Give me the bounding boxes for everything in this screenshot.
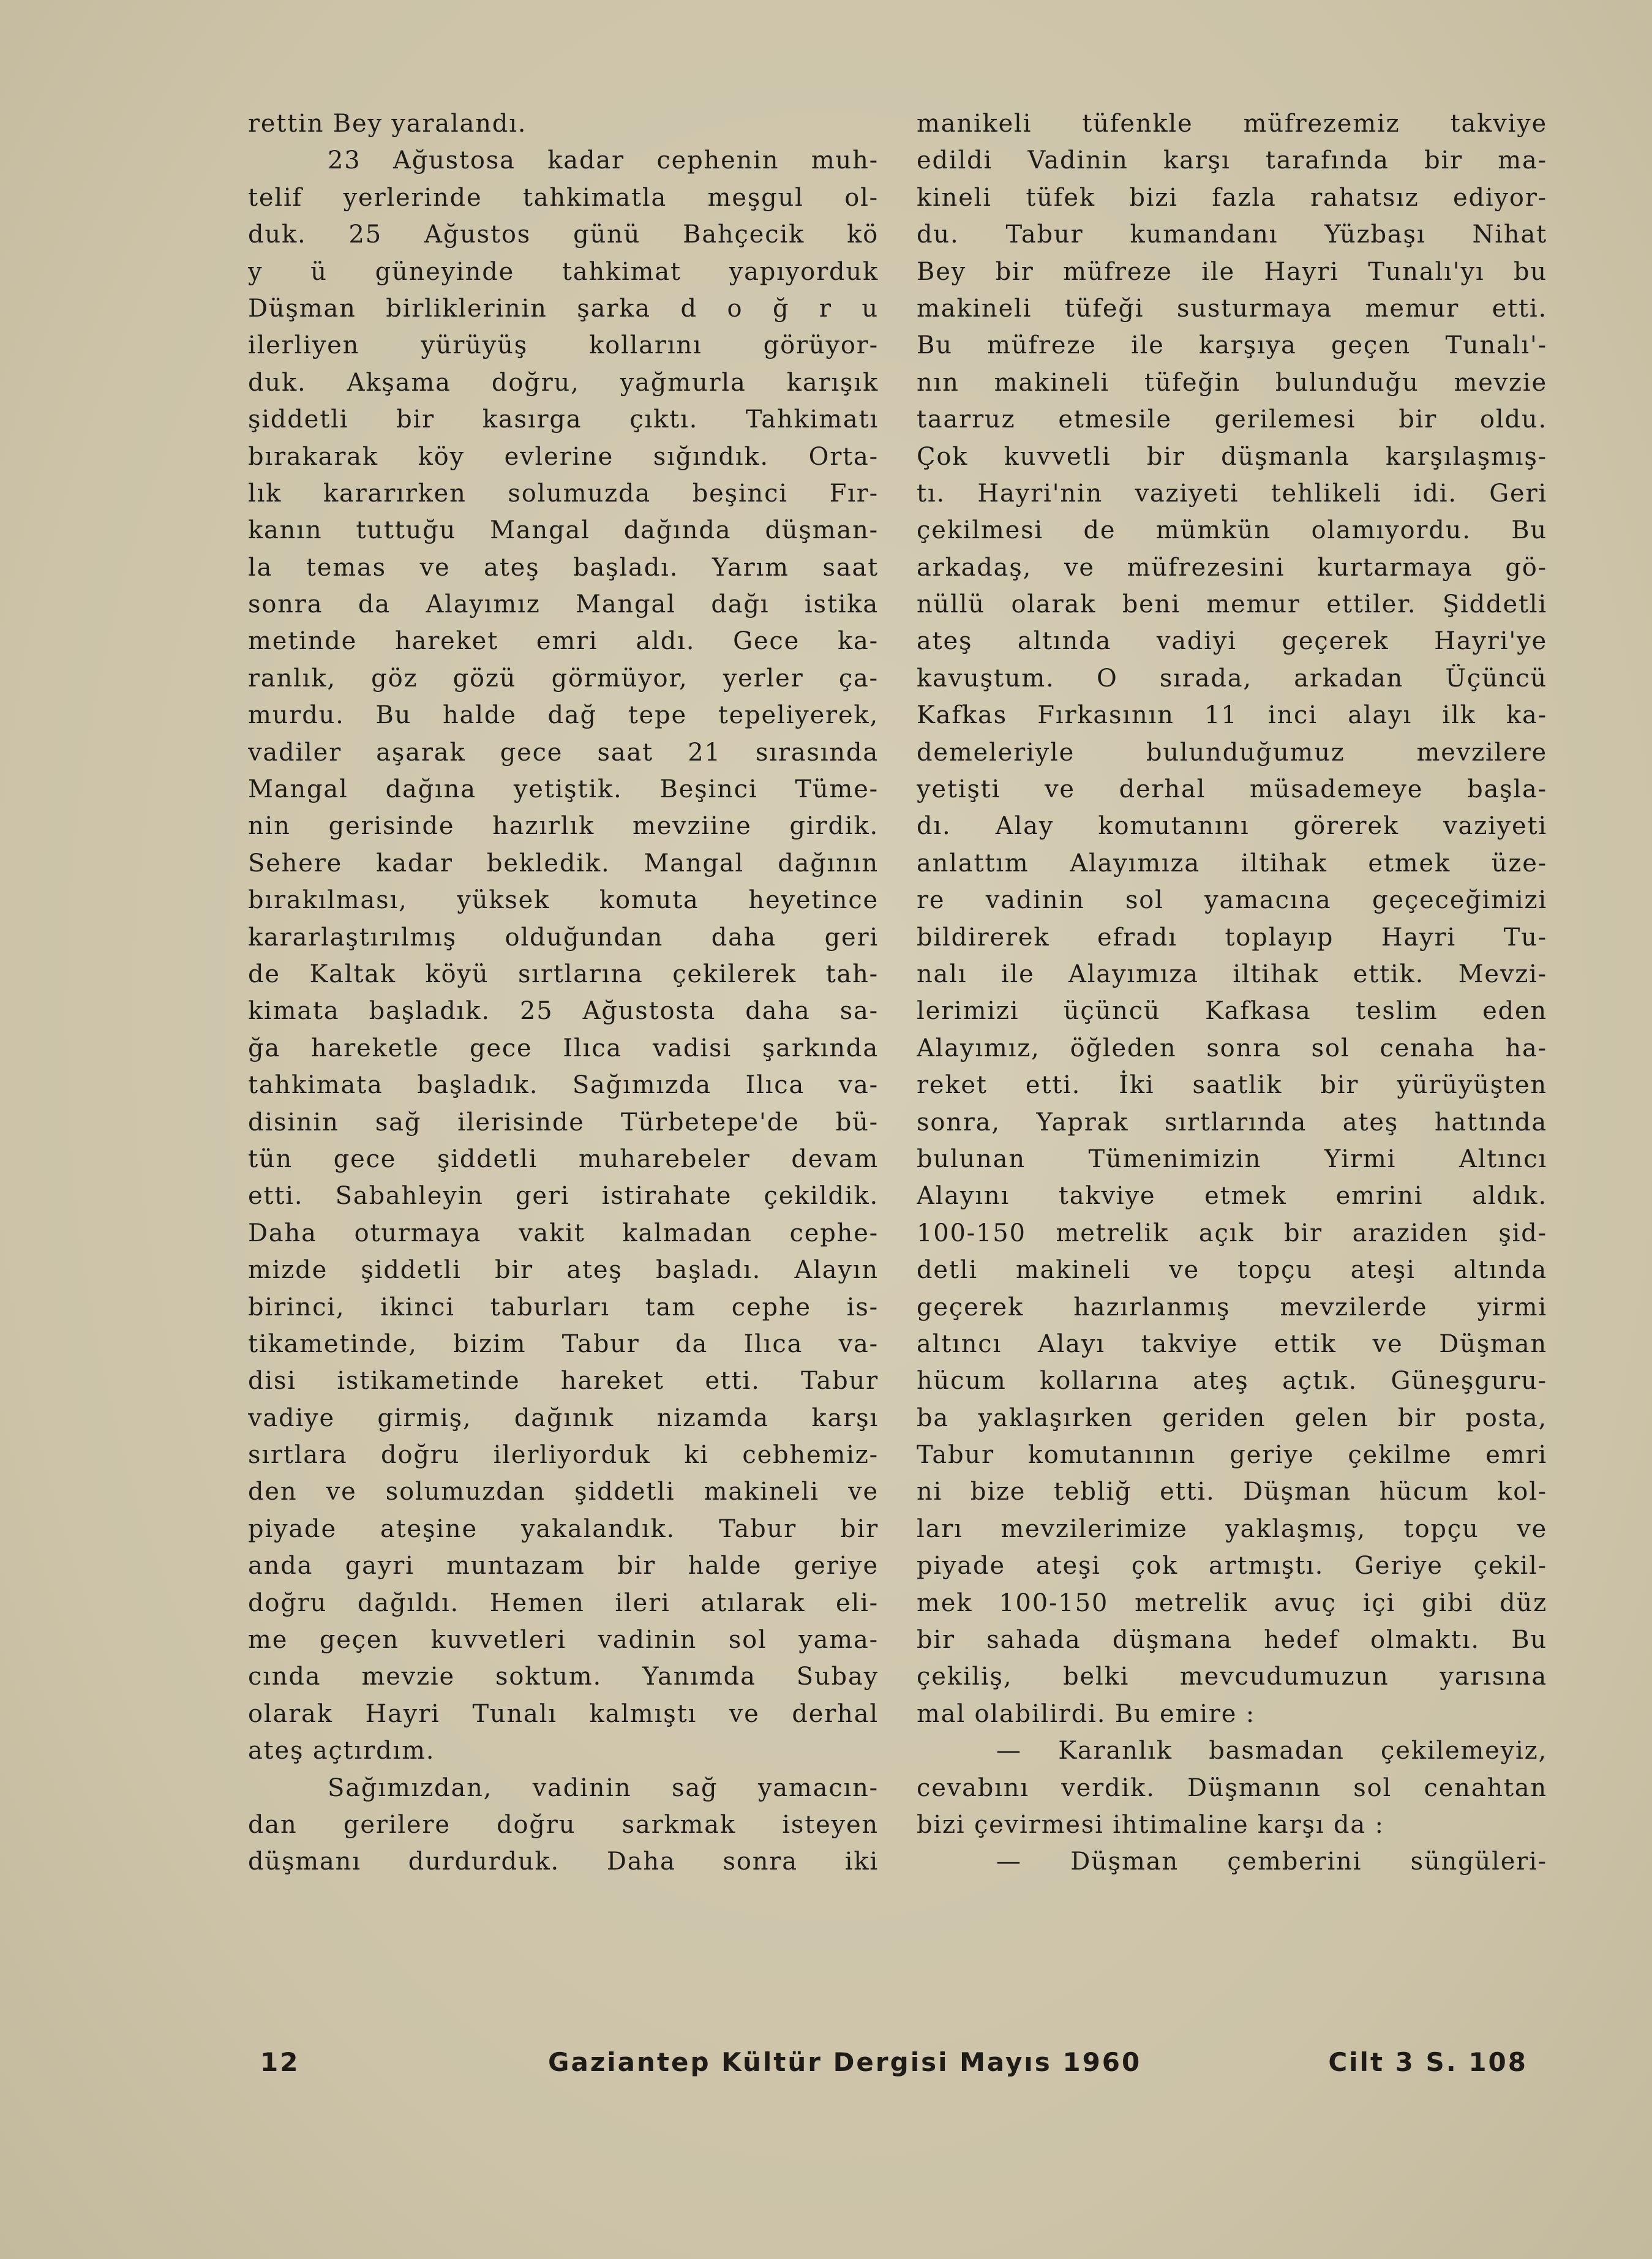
page-number: 12 — [260, 2047, 300, 2077]
text-line: mal olabilirdi. Bu emire : — [917, 1699, 1255, 1728]
text-line: dı. Alay komutanını görerek vaziyeti — [917, 812, 1547, 841]
text-line: tün gece şiddetli muharebeler devam — [248, 1145, 879, 1173]
text-line: çekilmesi de mümkün olamıyordu. Bu — [917, 516, 1547, 545]
text-line: Alayımız, öğleden sonra sol cenaha ha- — [917, 1034, 1547, 1062]
text-line: demeleriyle bulunduğumuz mevzilere — [917, 738, 1547, 767]
volume-issue-number: Cilt 3 S. 108 — [1328, 2047, 1528, 2077]
text-line: manikeli tüfenkle müfrezemiz takviye — [917, 110, 1547, 138]
text-line: kimata başladık. 25 Ağustosta daha sa- — [248, 997, 879, 1026]
text-line: nalı ile Alayımıza iltihak ettik. Mevzi- — [917, 960, 1547, 988]
text-line: tı. Hayri'nin vaziyeti tehlikeli idi. Geri — [917, 479, 1547, 508]
text-line: disinin sağ ilerisinde Türbetepe'de bü- — [248, 1108, 879, 1137]
page-footer — [248, 2044, 1528, 2081]
text-line: Bey bir müfreze ile Hayri Tunalı'yı bu — [917, 257, 1547, 286]
text-line: reket etti. İki saatlik bir yürüyüşten — [917, 1071, 1547, 1100]
text-line: düşmanı durdurduk. Daha sonra iki — [248, 1847, 879, 1876]
text-line: ateş açtırdım. — [248, 1737, 435, 1765]
text-line: ilerliyen yürüyüş kollarını görüyor- — [248, 331, 879, 360]
text-line: doğru dağıldı. Hemen ileri atılarak eli- — [248, 1588, 879, 1617]
text-line: nüllü olarak beni memur ettiler. Şiddetli — [917, 590, 1547, 619]
text-line: ba yaklaşırken geriden gelen bir posta, — [917, 1404, 1547, 1432]
text-line: rettin Bey yaralandı. — [248, 110, 527, 138]
text-line: Sehere kadar bekledik. Mangal dağının — [248, 849, 879, 878]
text-line: taarruz etmesile gerilemesi bir oldu. — [917, 405, 1547, 434]
text-line: telif yerlerinde tahkimatla meşgul ol- — [248, 183, 879, 212]
text-line: 100-150 metrelik açık bir araziden şid- — [917, 1219, 1547, 1247]
text-line: du. Tabur kumandanı Yüzbaşı Nihat — [917, 220, 1547, 249]
text-line: Tabur komutanının geriye çekilme emri — [917, 1441, 1547, 1470]
text-line: altıncı Alayı takviye ettik ve Düşman — [917, 1329, 1547, 1358]
text-line: kavuştum. O sırada, arkadan Üçüncü — [917, 664, 1547, 693]
text-line: mizde şiddetli bir ateş başladı. Alayın — [248, 1256, 879, 1285]
text-line: etti. Sabahleyin geri istirahate çekildik. — [248, 1182, 879, 1211]
text-line: piyade ateşi çok artmıştı. Geriye çekil- — [917, 1552, 1547, 1581]
text-line: Alayını takviye etmek emrini aldık. — [917, 1182, 1547, 1211]
text-line: y ü güneyinde tahkimat yapıyorduk — [248, 257, 879, 286]
text-line: edildi Vadinin karşı tarafında bir ma- — [917, 146, 1547, 175]
text-line: piyade ateşine yakalandık. Tabur bir — [248, 1514, 879, 1543]
text-line: Kafkas Fırkasının 11 inci alayı ilk ka- — [917, 701, 1547, 730]
text-line: — Karanlık basmadan çekilemeyiz, — [996, 1737, 1547, 1765]
text-line: bildirerek efradı toplayıp Hayri Tu- — [917, 923, 1547, 952]
text-line: duk. 25 Ağustos günü Bahçecik kö — [248, 220, 879, 249]
text-line: mek 100-150 metrelik avuç içi gibi düz — [917, 1588, 1547, 1617]
text-line: nin gerisinde hazırlık mevziine girdik. — [248, 812, 879, 841]
text-line: ateş altında vadiyi geçerek Hayri'ye — [917, 627, 1547, 656]
text-line: cında mevzie soktum. Yanımda Subay — [248, 1663, 879, 1691]
text-line: vadiye girmiş, dağınık nizamda karşı — [248, 1404, 879, 1432]
text-line: yetişti ve derhal müsademeye başla- — [917, 775, 1547, 804]
text-line: tahkimata başladık. Sağımızda Ilıca va- — [248, 1071, 879, 1100]
text-line: ranlık, göz gözü görmüyor, yerler ça- — [248, 664, 879, 693]
text-line: anda gayri muntazam bir halde geriye — [248, 1552, 879, 1581]
text-line: şiddetli bir kasırga çıktı. Tahkimatı — [248, 405, 879, 434]
text-line: kanın tuttuğu Mangal dağında düşman- — [248, 516, 879, 545]
text-line: tikametinde, bizim Tabur da Ilıca va- — [248, 1329, 879, 1358]
text-line: ları mevzilerimize yaklaşmış, topçu ve — [917, 1514, 1547, 1543]
text-line: lerimizi üçüncü Kafkasa teslim eden — [917, 997, 1547, 1026]
text-line: metinde hareket emri aldı. Gece ka- — [248, 627, 879, 656]
text-line: murdu. Bu halde dağ tepe tepeliyerek, — [248, 701, 879, 730]
text-line: birinci, ikinci taburları tam cephe is- — [248, 1293, 879, 1321]
left-text-column — [248, 105, 879, 1881]
text-line: bırakarak köy evlerine sığındık. Orta- — [248, 442, 879, 471]
text-line: bizi çevirmesi ihtimaline karşı da : — [917, 1810, 1384, 1839]
text-line: nın makineli tüfeğin bulunduğu mevzie — [917, 368, 1547, 397]
text-line: sonra da Alayımız Mangal dağı istika — [248, 590, 879, 619]
text-line: hücum kollarına ateş açtık. Güneşguru- — [917, 1367, 1547, 1396]
text-line: sonra, Yaprak sırtlarında ateş hattında — [917, 1108, 1547, 1137]
text-line: 23 Ağustosa kadar cephenin muh- — [328, 146, 879, 175]
text-line: kararlaştırılmış olduğundan daha geri — [248, 923, 879, 952]
text-line: la temas ve ateş başladı. Yarım saat — [248, 553, 879, 582]
text-line: sırtlara doğru ilerliyorduk ki cebhemiz- — [248, 1441, 879, 1470]
text-line: dan gerilere doğru sarkmak isteyen — [248, 1810, 879, 1839]
text-line: Sağımızdan, vadinin sağ yamacın- — [328, 1773, 879, 1802]
text-line: re vadinin sol yamacına geçeceğimizi — [917, 886, 1547, 915]
text-line: Mangal dağına yetiştik. Beşinci Tüme- — [248, 775, 879, 804]
text-line: arkadaş, ve müfrezesini kurtarmaya gö- — [917, 553, 1547, 582]
text-line: bulunan Tümenimizin Yirmi Altıncı — [917, 1145, 1547, 1173]
text-line: kineli tüfek bizi fazla rahatsız ediyor- — [917, 183, 1547, 212]
text-line: anlattım Alayımıza iltihak etmek üze- — [917, 849, 1547, 878]
text-line: cevabını verdik. Düşmanın sol cenahtan — [917, 1773, 1547, 1802]
text-line: Daha oturmaya vakit kalmadan cephe- — [248, 1219, 879, 1247]
text-line: geçerek hazırlanmış mevzilerde yirmi — [917, 1293, 1547, 1321]
text-line: me geçen kuvvetleri vadinin sol yama- — [248, 1626, 879, 1655]
text-line: Bu müfreze ile karşıya geçen Tunalı'- — [917, 331, 1547, 360]
magazine-issue-title: Gaziantep Kültür Dergisi Mayıs 1960 — [548, 2047, 1142, 2077]
text-line: olarak Hayri Tunalı kalmıştı ve derhal — [248, 1699, 879, 1728]
text-line: lık kararırken solumuzda beşinci Fır- — [248, 479, 879, 508]
text-line: bir sahada düşmana hedef olmaktı. Bu — [917, 1626, 1547, 1655]
text-line: ni bize tebliğ etti. Düşman hücum kol- — [917, 1478, 1547, 1506]
text-line: Düşman birliklerinin şarka d o ğ r u — [248, 294, 879, 323]
right-text-column — [917, 105, 1547, 1881]
text-line: vadiler aşarak gece saat 21 sırasında — [248, 738, 879, 767]
text-line: den ve solumuzdan şiddetli makineli ve — [248, 1478, 879, 1506]
text-line: ğa hareketle gece Ilıca vadisi şarkında — [248, 1034, 879, 1062]
text-line: detli makineli ve topçu ateşi altında — [917, 1256, 1547, 1285]
text-line: de Kaltak köyü sırtlarına çekilerek tah- — [248, 960, 879, 988]
text-line: disi istikametinde hareket etti. Tabur — [248, 1367, 879, 1396]
text-line: makineli tüfeği susturmaya memur etti. — [917, 294, 1547, 323]
text-line: Çok kuvvetli bir düşmanla karşılaşmış- — [917, 442, 1547, 471]
text-line: bırakılması, yüksek komuta heyetince — [248, 886, 879, 915]
text-line: çekiliş, belki mevcudumuzun yarısına — [917, 1663, 1547, 1691]
text-line: — Düşman çemberini süngüleri- — [996, 1847, 1547, 1876]
text-line: duk. Akşama doğru, yağmurla karışık — [248, 368, 879, 397]
